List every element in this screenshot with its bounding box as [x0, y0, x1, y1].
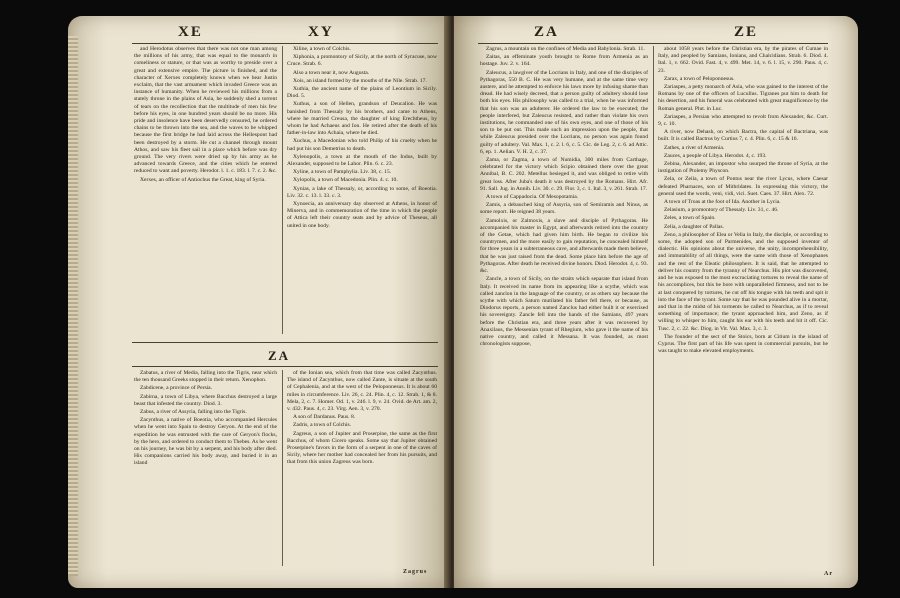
entry-text: Xiphonia, a promontory of Sicily, at the north of Syracuse, now Cruce. Strab. 6.	[287, 54, 437, 68]
entry-text: Xuthus, a son of Hellen, grandson of Deucalion. He was banished from Thessaly by his brothers, and came to Athens, where he married Creusa, the daughter of king Erechtheus, by whom he had Achaeus and Ion. He retired after the death of his father-in-law into Achaia, where he died.	[287, 101, 437, 137]
entry-text: Zeles, a town of Spain.	[664, 215, 716, 222]
column-xe-1	[134, 46, 277, 336]
running-head-right-2: ZE	[734, 24, 759, 40]
entry-text: Xerxes, an officer of Antiochus the Great, king of Syria.	[140, 176, 266, 183]
running-head-right-1: ZA	[534, 24, 559, 40]
entry-text: Zabirna, a town of Libya, where Bacchus destroyed a large beast that infested the country. Diod. 3.	[134, 393, 277, 407]
entry-text: Zagrus, a mountain on the confines of Media and Babylonia. Strab. 11.	[486, 46, 645, 52]
entry-text: Zagreus, a son of Jupiter and Proserpine, the same as the first Bacchus, of whom Cicero speaks. Some say that Jupiter obtained Proserpine's favors in the form of a serpent in one of the caves of Sicily, where her mother had concealed her from his pursuits, and that from this union Zagreus was born.	[287, 430, 437, 466]
entry-text: Zebina, Alexander, an impostor who usurped the throne of Syria, at the instigation of Ptolemy Physcon.	[658, 161, 828, 175]
entry-text: A town of Cappadocia. Of Mesopotamia.	[486, 194, 579, 201]
entry-text: Zamolxis, or Zalmoxis, a slave and disciple of Pythagoras. He accompanied his master in Egypt, and afterwards retired into the country of the Getae, which had given him birth. He began to civilize his countrymen, and the more easily to gain reputation, he concealed himself for three years in a subterraneous cave, and afterwards made them believe, that he was just raised from the dead. Some place him before the age of Pythagoras. After death he received divine honors. Diod. Herodot. 4, c. 93. &c.	[480, 217, 648, 275]
column-xy-2	[287, 46, 437, 336]
entry-text: Zelasium, a promontory of Thessaly. Liv. 31, c. 46.	[664, 207, 779, 214]
header-rule	[132, 43, 438, 44]
catchword-right: Ar	[824, 571, 833, 577]
entry-text: and Herodotus observes that there was not one man among the millions of his army, that was equal to the monarch in comeliness or stature, or that was as worthy to preside over a great and extensive empire. The picture is finished, and the character of Xerxes completely known when we hear Justin exclaim, that the vast armament which invaded Greece was an instance of humanity. When he reviewed his millions from a stately throne in the plains of Asia, he suddenly shed a torrent of tears on the recollection that the multitude of men his few before his eyes, in one hundred years should be no more. His pride and insolence have been deservedly censured, he ordered chains to be thrown into the sea, and the waves to be whipped because the first bridge he had laid across the Hellespont had been destroyed by a storm. He cut a channel through mount Athos, and saw his fleet sail in a place which before was dry ground. The very rivers were dried up by his army as he advanced towards Greece, and the cities which he entered reduced to want and poverty. Herodot. l. 1. c. 183. l. 7. c. 2. &c.	[134, 46, 277, 175]
running-head-left-1: XE	[178, 24, 203, 40]
entry-text: A river, now Dehash, on which Bactra, the capital of Bactriana, was built. It is called Bactrus by Curtius 7, c. 4. Plin. 6, c. 15 & 16.	[658, 129, 828, 143]
section-rule	[132, 366, 438, 367]
entry-text: of the Ionian sea, which from that time was called Zacynthus. The island of Zacynthus, now called Zante, is situate at the south of Cephalenia, and at the west of the Peloponnesus. It is about 60 miles in circumference. Liv. 26, c. 24. Plin. 4, c. 12. Strab. 1, & 8. Mela, 2, c. 7. Homer. Od. 1, v. 246. l. 9, v. 24. Ovid. de Art. am. 2, v. 432. Paus. 4, c. 23. Virg. Aen. 3, v. 270.	[287, 370, 437, 413]
catchword-left: Zagrus	[403, 569, 428, 575]
right-page	[454, 16, 858, 588]
entry-text: Xylenopolis, a town at the mouth of the Indus, built by Alexander, supposed to be Lahor. Plin. 6. c. 23.	[287, 153, 437, 168]
entry-text: Zarax, a town of Peloponnesus.	[664, 75, 735, 82]
section-rule	[132, 342, 438, 343]
running-head-left-2: XY	[308, 24, 334, 40]
entry-text: Zamis, a debauched king of Assyria, son of Semiramis and Ninus, as some report. He reigned 38 years.	[480, 202, 648, 216]
entry-text: Xuthia, the ancient name of the plains of Leontium in Sicily. Diod. 5.	[287, 86, 437, 100]
entry-text: Xynias, a lake of Thessaly, or, according to some, of Boeotia. Liv. 32. c. 13. l. 33. c. 3.	[287, 185, 437, 199]
entry-text: Zabdicene, a province of Persia.	[140, 385, 213, 392]
entry-text: Zela, or Zeila, a town of Pontus near the river Lycus, where Caesar defeated Pharnaces, son of Mithridates. In expressing this victory, the general used the words, veni, vidi, vici. Suet. Caes. 37. Hirt. Alex. 72.	[658, 176, 828, 197]
entry-text: Xyline, a town of Pamphylia. Liv. 38, c. 15.	[293, 169, 392, 176]
column-za-1	[134, 370, 277, 570]
column-za-2	[287, 370, 437, 566]
entry-text: Xiline, a town of Colchis.	[293, 46, 351, 52]
entry-text: Zancle, a town of Sicily, on the straits which separate that island from Italy. It received its name from its appearing like a scythe, which was called zanclon in the language of the country, or as others say because the scythe with which Saturn mutilated his father fell there, or because, as Diodorus reports, a person named Zanclus had either built it or exercised his sovereignty. Zancle fell into the hands of the Samians, 497 years before the Christian era, and three years after it was recovered by Anaxilaus, the Messenian tyrant of Rhegium, who gave it the name of his native country, and called it Messana. It was founded, as most chronologists suppose,	[480, 276, 648, 348]
entry-text: Zabatus, a river of Media, falling into the Tigris, near which the ten thousand Greeks stopped in their return. Xenophon.	[134, 370, 277, 384]
entry-text: Zariaspes, a petty monarch of Asia, who was gained to the interest of the Romans by one of the officers of Lucullus. Tigranes put him to death for his desertion, and his funeral was celebrated with great magnificence by the Roman general. Plut. in Luc.	[658, 84, 828, 112]
column-divider	[282, 370, 283, 566]
section-header-za: ZA	[268, 348, 291, 363]
entry-text: Xois, an island formed by the mouths of the Nile. Strab. 17.	[293, 77, 427, 84]
entry-text: Zelia, a daughter of Pallas.	[664, 223, 724, 230]
entry-text: A son of Dardanus. Paus. 8.	[293, 414, 356, 421]
entry-text: Zathes, a river of Armenia.	[664, 144, 725, 151]
entry-text: Zauces, a people of Libya. Herodot. 4, c. 193.	[664, 152, 767, 159]
column-ze-right	[658, 46, 828, 568]
open-book	[68, 16, 858, 588]
column-divider	[282, 46, 283, 334]
entry-text: The founder of the sect of the Stoics, born at Citium in the island of Cyprus. The first part of his life was spent in commercial pursuits, but he was taught to make elevated employments.	[658, 333, 828, 355]
entry-text: Zadris, a town of Colchis.	[293, 422, 352, 429]
entry-text: Xylopolis, a town of Macedonia. Plin. 4. c. 10.	[293, 177, 398, 184]
column-za-right	[480, 46, 648, 568]
entry-text: A town of Troas at the foot of Ida. Another in Lycia.	[664, 199, 781, 206]
entry-text: Also a town near it, now Augusta.	[293, 69, 370, 76]
column-divider	[653, 46, 654, 566]
left-page	[68, 16, 450, 588]
entry-text: Zaitas, an effeminate youth brought to Rome from Armenia as an hostage. Juv. 2. v. 164.	[480, 54, 648, 68]
header-rule	[478, 43, 828, 44]
entry-text: Xynoecia, an anniversary day observed at Athens, in honor of Minerva, and in commemoration of the time in which the people of Attica left their country seats and by advice of Theseus, all united in one body.	[287, 201, 437, 229]
entry-text: Xuchus, a Macedonian who told Philip of his cruelty when he had put his son Demetrius to death.	[287, 138, 437, 152]
entry-text: Zaleucus, a lawgiver of the Locrians in Italy, and one of the disciples of Pythagoras, 550 B. C. He was very humane, and at the same time very austere, and he attempted to enforce his laws more by infusing shame than dread. He had wisely decreed, that a person guilty of adultery should lose both his eyes. His philosophy was called to a trial, when he was informed that his son was an adulterer. He ordered the law to be executed; the people interfered, but Zaleucus resisted, and rather than violate his own institutions, he commanded one of his own eyes, and one of those of his son to be put out. This made such an impression upon the people, that while Zaleucus presided over the Locrians, no person was again found guilty of adultery. Val. Max. 1, c. 2. l. 6, c. 5. Cic. de Leg. 2, c. 6. ad Attic. 6, ep. 1. Aelian. V. H. 2, c. 37.	[480, 69, 648, 155]
entry-text: about 1058 years before the Christian era, by the pirates of Cumae in Italy, and peopled by Samians, Ionians, and Chalcidians. Strab. 6. Diod. 4. Ital. 1, v. 662. Ovid. Fast. 4, v. 499. Met. 14, v. 6. l. 15, v. 290. Paus. 4, c. 23.	[658, 46, 828, 74]
page-edges	[68, 36, 78, 576]
entry-text: Zeno, a philosopher of Elea or Velia in Italy, the disciple, or according to some, the adopted son of Parmenides, and the supposed inventor of dialectic. His opinions about the universe, the unity, incomprehensibility, and immutability of all things, were the same with those of Xenophanes and the rest of the Eleatic philosophers. It is said, that he attempted to deliver his country from the tyranny of Nearchus. His plot was discovered, and he was exposed to the most excruciating tortures to reveal the name of his accomplices, but this he bore with unparalleled firmness, and not to be at last conquered by tortures, he cut off his tongue with his teeth and spit it into the face of the tyrant. Some say that he was pounded alive in a mortar, and that in the midst of his torments he called to Nearchus, as if to reveal something of importance; the tyrant approached him, and Zeno, as if willing to whisper to him, caught his ear with his teeth and bit it off. Cic. Tusc. 2, c. 22. &c. Diog. in Vit. Val. Max. 3, c. 3.	[658, 231, 828, 332]
entry-text: Zama, or Zagma, a town of Numidia, 300 miles from Carthage, celebrated for the victory which Scipio obtained there over the great Annibal, B. C. 202. Metellus besieged it, and was obliged to retire with great loss. After Juba's death it was destroyed by the Romans. Hirt. Afr. 91. Sall. Jug. in Annib. Liv. 30. c. 29. Flor. 3, c. 1. Ital. 3, v. 261. Strab. 17.	[480, 157, 648, 192]
entry-text: Zacynthus, a native of Boeotia, who accompanied Hercules when he went into Spain to destroy Geryon. At the end of the expedition he was entrusted with the care of Geryon's flocks, by the hero, and ordered to conduct them to Thebes. As he went on his journey, he was bit by a serpent, and his body after died. His companions carried his body away, and buried it in an island	[134, 417, 277, 467]
entry-text: Zabus, a river of Assyria, falling into the Tigris.	[140, 409, 247, 416]
entry-text: Zariaspes, a Persian who attempted to revolt from Alexander, &c. Curt. 9, c. 10.	[658, 113, 828, 128]
